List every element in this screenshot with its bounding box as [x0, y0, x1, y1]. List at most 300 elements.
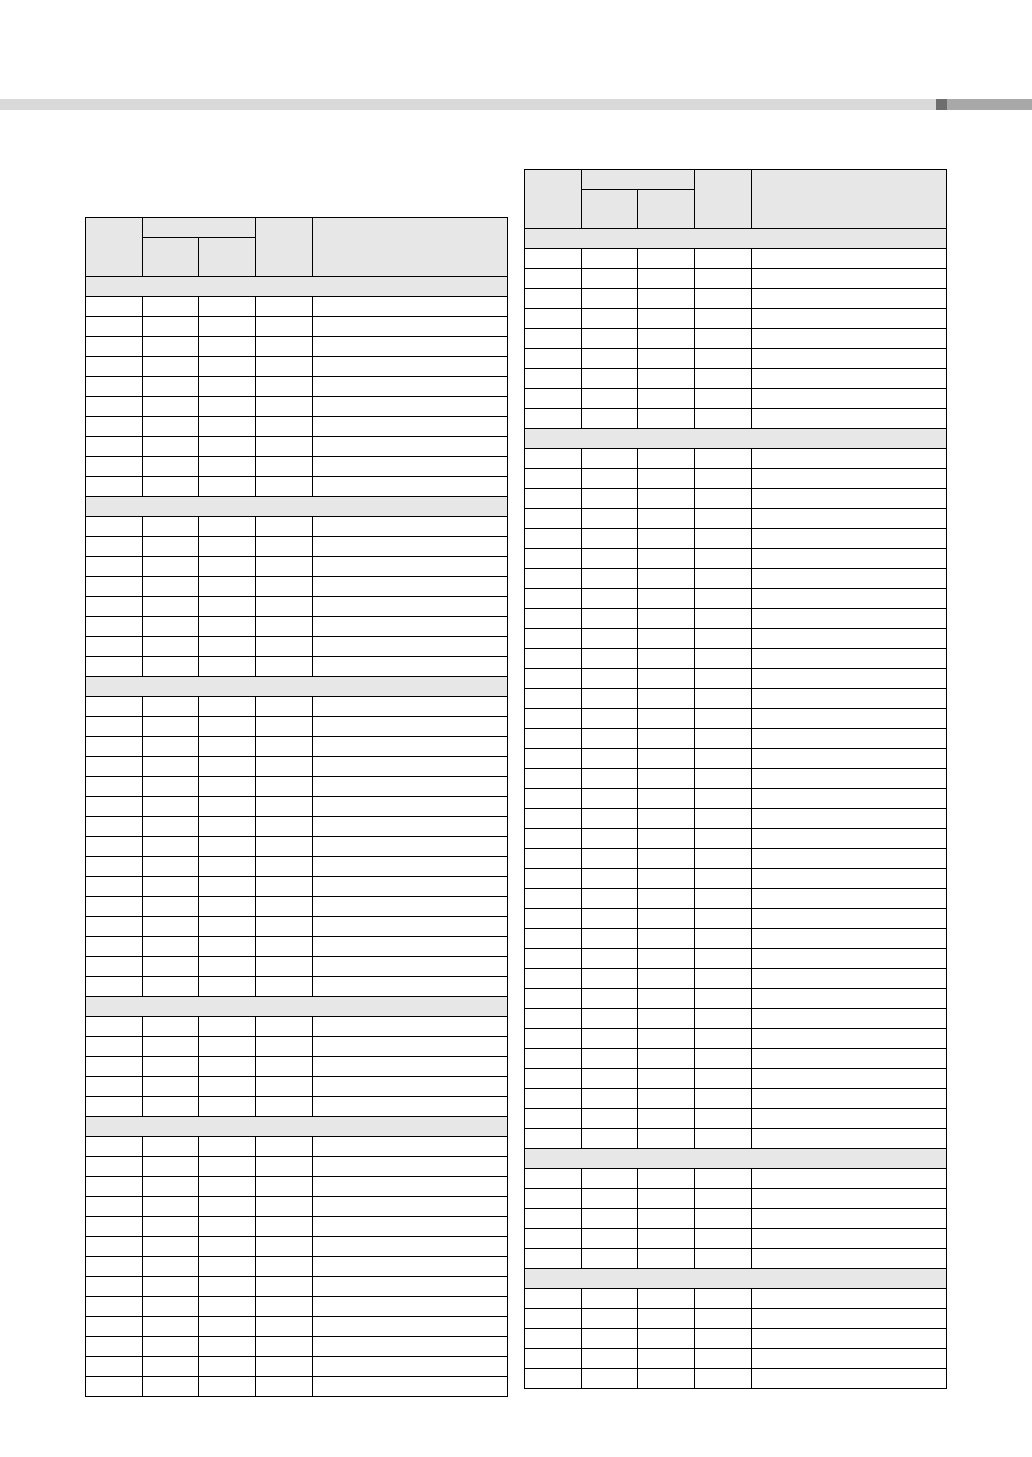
table-row: [86, 1217, 508, 1237]
table-cell: [695, 1209, 752, 1229]
table-cell: [143, 337, 199, 357]
table-cell: [638, 309, 695, 329]
table-cell: [525, 889, 582, 909]
table-cell: [582, 1369, 638, 1389]
table-cell: [86, 1197, 143, 1217]
table-cell: [752, 1049, 947, 1069]
table-cell: [313, 577, 508, 597]
table-cell: [525, 789, 582, 809]
table-cell: [525, 669, 582, 689]
table-cell: [695, 569, 752, 589]
table-row: [525, 829, 947, 849]
table-cell: [752, 469, 947, 489]
table-cell: [582, 1329, 638, 1349]
table-cell: [695, 369, 752, 389]
table-cell: [525, 589, 582, 609]
table-cell: [695, 649, 752, 669]
table-cell: [313, 297, 508, 317]
table-cell: [199, 577, 256, 597]
table-cell: [313, 1257, 508, 1277]
section-cell: [525, 1269, 947, 1289]
table-cell: [525, 289, 582, 309]
table-cell: [525, 1109, 582, 1129]
table-cell: [313, 897, 508, 917]
table-cell: [199, 697, 256, 717]
table-cell: [199, 977, 256, 997]
table-cell: [638, 469, 695, 489]
table-cell: [86, 757, 143, 777]
table-cell: [143, 557, 199, 577]
header-rule-end: [947, 99, 1032, 110]
table-cell: [638, 1049, 695, 1069]
table-row: [525, 1349, 947, 1369]
table-cell: [752, 949, 947, 969]
table-cell: [752, 1209, 947, 1229]
table-cell: [752, 269, 947, 289]
table-cell: [143, 977, 199, 997]
table-cell: [752, 1249, 947, 1269]
table-cell: [199, 877, 256, 897]
section-cell: [86, 1117, 508, 1137]
table-row: [525, 1069, 947, 1089]
table-cell: [313, 717, 508, 737]
table-cell: [86, 1357, 143, 1377]
table-cell: [582, 969, 638, 989]
table-cell: [582, 369, 638, 389]
table-cell: [256, 797, 313, 817]
table-row: [86, 637, 508, 657]
table-cell: [582, 709, 638, 729]
table-cell: [86, 1077, 143, 1097]
table-cell: [199, 297, 256, 317]
table-cell: [582, 929, 638, 949]
table-cell: [695, 829, 752, 849]
table-row: [86, 977, 508, 997]
table-cell: [143, 837, 199, 857]
section-row: [525, 429, 947, 449]
table-cell: [695, 749, 752, 769]
table-cell: [582, 489, 638, 509]
table-cell: [86, 1377, 143, 1397]
table-cell: [752, 449, 947, 469]
table-cell: [143, 317, 199, 337]
table-cell: [199, 557, 256, 577]
table-cell: [313, 937, 508, 957]
table-cell: [752, 549, 947, 569]
table-cell: [752, 749, 947, 769]
table-row: [86, 357, 508, 377]
table-cell: [313, 817, 508, 837]
table-cell: [199, 1297, 256, 1317]
table-cell: [199, 1197, 256, 1217]
table-cell: [143, 577, 199, 597]
table-cell: [313, 537, 508, 557]
table-cell: [143, 1077, 199, 1097]
table-cell: [525, 1089, 582, 1109]
table-cell: [695, 949, 752, 969]
table-cell: [143, 717, 199, 737]
header-cell: [256, 218, 313, 277]
table-cell: [256, 1377, 313, 1397]
table-cell: [582, 609, 638, 629]
table-cell: [256, 1217, 313, 1237]
table-row: [525, 609, 947, 629]
table-cell: [143, 877, 199, 897]
table-cell: [752, 1029, 947, 1049]
table-cell: [638, 929, 695, 949]
table-cell: [256, 897, 313, 917]
table-cell: [313, 1377, 508, 1397]
table-row: [86, 817, 508, 837]
table-cell: [86, 657, 143, 677]
table-cell: [199, 1357, 256, 1377]
table-cell: [199, 1157, 256, 1177]
table-row: [525, 289, 947, 309]
section-cell: [86, 997, 508, 1017]
table-cell: [313, 1137, 508, 1157]
table-cell: [199, 417, 256, 437]
table-cell: [752, 1229, 947, 1249]
table-cell: [582, 749, 638, 769]
table-cell: [582, 309, 638, 329]
table-cell: [752, 969, 947, 989]
table-cell: [582, 629, 638, 649]
table-cell: [256, 1097, 313, 1117]
table-cell: [695, 409, 752, 429]
table-cell: [695, 1289, 752, 1309]
table-cell: [525, 389, 582, 409]
table-cell: [752, 789, 947, 809]
table-cell: [582, 329, 638, 349]
table-cell: [313, 1297, 508, 1317]
table-row: [525, 569, 947, 589]
table-cell: [143, 297, 199, 317]
table-cell: [143, 1177, 199, 1197]
table-cell: [143, 1237, 199, 1257]
table-row: [525, 869, 947, 889]
table-cell: [525, 869, 582, 889]
table-cell: [638, 1009, 695, 1029]
table-cell: [638, 1349, 695, 1369]
table-cell: [752, 289, 947, 309]
header-cell: [752, 170, 947, 229]
table-cell: [638, 669, 695, 689]
table-row: [525, 369, 947, 389]
table-row: [86, 577, 508, 597]
table-cell: [199, 337, 256, 357]
table-cell: [199, 817, 256, 837]
table-cell: [695, 869, 752, 889]
table-cell: [313, 1077, 508, 1097]
table-cell: [256, 1137, 313, 1157]
section-row: [86, 277, 508, 297]
table-cell: [313, 517, 508, 537]
header-subcell: [199, 238, 256, 277]
table-cell: [525, 729, 582, 749]
table-cell: [525, 969, 582, 989]
table-row: [525, 1109, 947, 1129]
table-cell: [256, 417, 313, 437]
table-cell: [525, 849, 582, 869]
table-cell: [313, 857, 508, 877]
table-cell: [752, 709, 947, 729]
table-cell: [86, 517, 143, 537]
table-cell: [582, 1029, 638, 1049]
table-cell: [313, 1237, 508, 1257]
table-cell: [313, 477, 508, 497]
table-cell: [86, 837, 143, 857]
table-cell: [313, 597, 508, 617]
table-cell: [525, 1049, 582, 1069]
table-cell: [582, 989, 638, 1009]
table-cell: [86, 417, 143, 437]
section-cell: [525, 229, 947, 249]
table-cell: [582, 669, 638, 689]
table-cell: [256, 637, 313, 657]
table-cell: [525, 569, 582, 589]
table-cell: [86, 1217, 143, 1237]
table-cell: [638, 989, 695, 1009]
table-cell: [313, 1157, 508, 1177]
table-cell: [86, 1237, 143, 1257]
table-row: [525, 689, 947, 709]
table-row: [525, 349, 947, 369]
table-cell: [143, 517, 199, 537]
table-cell: [695, 729, 752, 749]
header-cell: [86, 218, 143, 277]
table-cell: [752, 349, 947, 369]
table-row: [86, 777, 508, 797]
table-cell: [143, 1257, 199, 1277]
table-cell: [582, 1129, 638, 1149]
table-cell: [313, 1217, 508, 1237]
table-cell: [582, 449, 638, 469]
table-row: [86, 1197, 508, 1217]
table-cell: [525, 1029, 582, 1049]
table-row: [86, 1177, 508, 1197]
table-cell: [638, 1329, 695, 1349]
right-data-table: [524, 169, 947, 1389]
table-cell: [313, 1037, 508, 1057]
table-cell: [86, 817, 143, 837]
table-row: [86, 917, 508, 937]
table-cell: [256, 1337, 313, 1357]
table-cell: [695, 549, 752, 569]
table-row: [86, 1257, 508, 1277]
table-cell: [638, 1209, 695, 1229]
table-row: [86, 1137, 508, 1157]
table-cell: [313, 317, 508, 337]
table-cell: [695, 1089, 752, 1109]
table-cell: [638, 369, 695, 389]
table-cell: [256, 617, 313, 637]
table-cell: [638, 329, 695, 349]
table-cell: [582, 889, 638, 909]
table-cell: [525, 749, 582, 769]
table-cell: [199, 937, 256, 957]
table-cell: [525, 269, 582, 289]
table-cell: [313, 957, 508, 977]
table-row: [86, 857, 508, 877]
table-cell: [695, 389, 752, 409]
table-cell: [256, 577, 313, 597]
table-cell: [752, 1369, 947, 1389]
table-cell: [638, 629, 695, 649]
table-cell: [313, 397, 508, 417]
table-cell: [752, 909, 947, 929]
table-cell: [313, 837, 508, 857]
table-cell: [638, 1029, 695, 1049]
table-cell: [752, 1169, 947, 1189]
table-cell: [313, 357, 508, 377]
section-row: [86, 497, 508, 517]
table-cell: [638, 249, 695, 269]
table-cell: [143, 637, 199, 657]
table-row: [86, 1037, 508, 1057]
table-cell: [313, 777, 508, 797]
table-cell: [199, 1017, 256, 1037]
table-cell: [525, 1309, 582, 1329]
table-cell: [143, 417, 199, 437]
table-cell: [752, 629, 947, 649]
table-body: [525, 229, 947, 1389]
table-cell: [143, 777, 199, 797]
table-cell: [582, 829, 638, 849]
table-cell: [582, 509, 638, 529]
table-cell: [582, 689, 638, 709]
table-cell: [525, 449, 582, 469]
table-row: [86, 1097, 508, 1117]
table-cell: [695, 289, 752, 309]
table-cell: [638, 1069, 695, 1089]
table-cell: [638, 1189, 695, 1209]
table-cell: [638, 1229, 695, 1249]
table-cell: [143, 1157, 199, 1177]
table-cell: [752, 869, 947, 889]
table-cell: [313, 1097, 508, 1117]
table-row: [525, 409, 947, 429]
table-row: [86, 1077, 508, 1097]
table-cell: [313, 917, 508, 937]
table-cell: [256, 977, 313, 997]
table-cell: [752, 769, 947, 789]
table-cell: [582, 1069, 638, 1089]
table-cell: [695, 1009, 752, 1029]
table-cell: [256, 1017, 313, 1037]
table-cell: [86, 457, 143, 477]
table-row: [525, 1169, 947, 1189]
table-cell: [199, 317, 256, 337]
table-cell: [143, 1137, 199, 1157]
table-cell: [582, 729, 638, 749]
table-cell: [199, 597, 256, 617]
table-cell: [638, 789, 695, 809]
table-cell: [256, 1237, 313, 1257]
table-cell: [525, 689, 582, 709]
table-cell: [313, 697, 508, 717]
table-cell: [582, 1189, 638, 1209]
table-cell: [86, 1317, 143, 1337]
table-cell: [638, 1169, 695, 1189]
table-row: [86, 597, 508, 617]
table-cell: [256, 297, 313, 317]
table-cell: [638, 1309, 695, 1329]
table-cell: [199, 717, 256, 737]
header-marker: [936, 99, 947, 110]
table-cell: [752, 1089, 947, 1109]
header-group-cell: [143, 218, 256, 238]
table-cell: [256, 1037, 313, 1057]
table-cell: [752, 509, 947, 529]
table-cell: [86, 1137, 143, 1157]
table-cell: [256, 1157, 313, 1177]
table-cell: [313, 1337, 508, 1357]
table-cell: [143, 537, 199, 557]
table-cell: [313, 557, 508, 577]
table-cell: [86, 477, 143, 497]
table-cell: [86, 297, 143, 317]
table-cell: [86, 897, 143, 917]
table-cell: [525, 949, 582, 969]
table-cell: [752, 809, 947, 829]
table-cell: [638, 509, 695, 529]
table-cell: [525, 649, 582, 669]
table-cell: [86, 1157, 143, 1177]
table-cell: [256, 517, 313, 537]
section-cell: [525, 429, 947, 449]
table-cell: [695, 1029, 752, 1049]
table-row: [86, 697, 508, 717]
table-row: [525, 969, 947, 989]
table-cell: [638, 709, 695, 729]
table-cell: [695, 529, 752, 549]
table-cell: [199, 397, 256, 417]
table-cell: [695, 1249, 752, 1269]
table-row: [86, 557, 508, 577]
table-cell: [638, 1129, 695, 1149]
section-cell: [86, 277, 508, 297]
table-cell: [525, 989, 582, 1009]
table-cell: [256, 917, 313, 937]
table-row: [525, 1309, 947, 1329]
table-cell: [638, 589, 695, 609]
table-row: [86, 937, 508, 957]
table-cell: [695, 709, 752, 729]
table-cell: [695, 1329, 752, 1349]
table-cell: [143, 817, 199, 837]
table-cell: [525, 409, 582, 429]
table-cell: [86, 717, 143, 737]
table-row: [86, 377, 508, 397]
table-cell: [256, 1297, 313, 1317]
table-cell: [256, 1277, 313, 1297]
table-cell: [525, 629, 582, 649]
table-row: [86, 537, 508, 557]
table-row: [525, 1289, 947, 1309]
table-row: [86, 297, 508, 317]
table-cell: [313, 1017, 508, 1037]
table-cell: [313, 657, 508, 677]
table-cell: [143, 1037, 199, 1057]
section-cell: [525, 1149, 947, 1169]
table-cell: [143, 477, 199, 497]
table-row: [86, 757, 508, 777]
table-cell: [695, 1349, 752, 1369]
table-row: [525, 789, 947, 809]
table-row: [86, 877, 508, 897]
table-cell: [752, 389, 947, 409]
table-cell: [313, 1177, 508, 1197]
